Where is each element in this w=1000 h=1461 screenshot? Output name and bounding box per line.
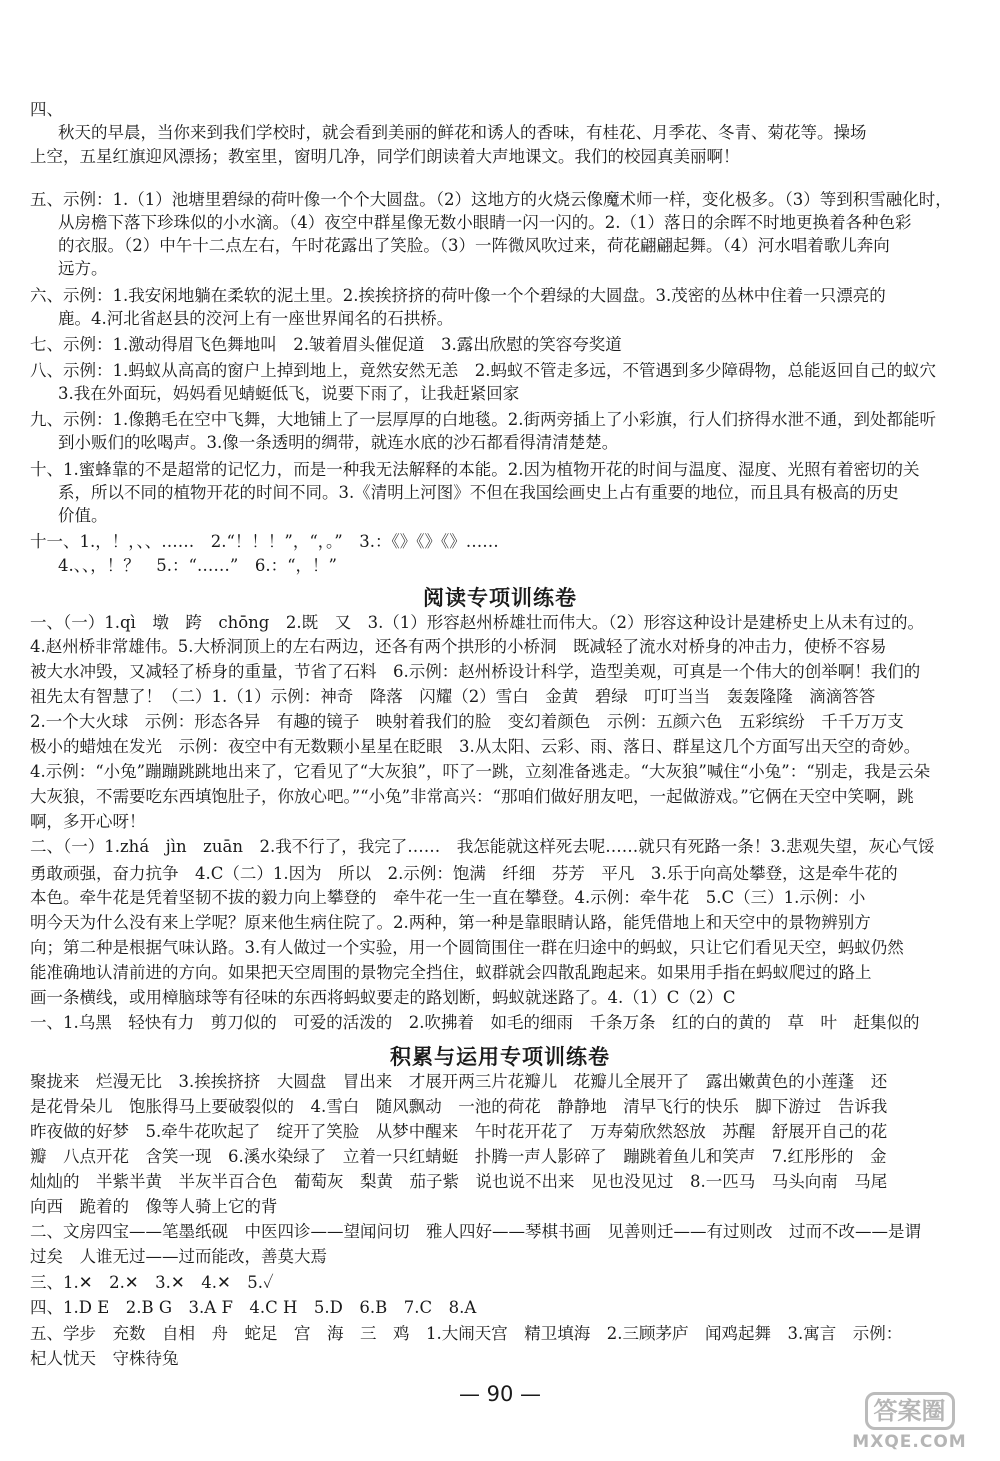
- text-line: 2.一个大火球 示例：形态各异 有趣的镜子 映射着我们的脸 变幻着颜色 示例：五颜六色 五彩缤纷 千千万万支: [30, 712, 904, 731]
- text-line: 3.我在外面玩，妈妈看见蜻蜓低飞，说要下雨了，让我赶紧回家: [58, 384, 520, 403]
- text-line: 聚拢来 烂漫无比 3.挨挨挤挤 大圆盘 冒出来 才展开两三片花瓣儿 花瓣儿全展开了 露出嫩黄色的小莲蓬 还: [30, 1072, 888, 1091]
- text-line: 明今天为什么没有来上学呢？原来他生病住院了。2.两种，第一种是靠眼睛认路，能凭借地上和天空中的景物辨别方: [30, 913, 871, 932]
- section-title: 阅读专项训练卷: [423, 586, 577, 610]
- text-line: 二、（一）1.zhá jìn zuān 2.我不行了，我完了…… 我怎能就这样死去呢……就只有死路一条！3.悲观失望，灰心气馁: [30, 837, 935, 856]
- text-line: 到小贩们的吆喝声。3.像一条透明的绸带，就连水底的沙石都看得清清楚楚。: [58, 433, 619, 452]
- text-line: 4.、、，！？ 5.：“……” 6.：“，！”: [58, 556, 337, 575]
- text-line: 能准确地认清前进的方向。如果把天空周围的景物完全挡住，蚁群就会四散乱跑起来。如果用手指在蚂蚁爬过的路上: [30, 963, 872, 982]
- text-line: 系，所以不同的植物开花的时间不同。3.《清明上河图》不但在我国绘画史上占有重要的地位，而且具有极高的历史: [58, 483, 899, 502]
- text-line: 九、示例：1.像鹅毛在空中飞舞，大地铺上了一层厚厚的白地毯。2.街两旁插上了小彩旗，行人们挤得水泄不通，到处都能听: [30, 410, 936, 429]
- text-line: 过矣 人谁无过——过而能改，善莫大焉: [30, 1247, 327, 1266]
- text-line: 向；第二种是根据气味认路。3.有人做过一个实验，用一个圆筒围住一群在归途中的蚂蚁，只让它们看见天空，蚂蚁仍然: [30, 938, 904, 957]
- text-line: 被大水冲毁，又减轻了桥身的重量，节省了石料 6.示例：赵州桥设计科学，造型美观，可真是一个伟大的创举啊！我们的: [30, 662, 921, 681]
- text-line: 六、示例：1.我安闲地躺在柔软的泥土里。2.挨挨挤挤的荷叶像一个个碧绿的大圆盘。3.茂密的丛林中住着一只漂亮的: [30, 286, 886, 305]
- text-line: 五、示例：1.（1）池塘里碧绿的荷叶像一个个大圆盘。（2）这地方的火烧云像魔术师一样，变化极多。（3）等到积雪融化时，: [30, 190, 952, 209]
- text-line: 勇敢顽强，奋力抗争 4.C（二）1.因为 所以 2.示例：饱满 纤细 芬芳 平凡 3.乐于向高处攀登，这是牵牛花的: [30, 864, 898, 883]
- text-line: 4.赵州桥非常雄伟。5.大桥洞顶上的左右两边，还各有两个拱形的小桥洞 既减轻了流水对桥身的冲击力，使桥不容易: [30, 637, 887, 656]
- text-line: 大灰狼，不需要吃东西填饱肚子，你放心吧。”“小兔”非常高兴：“那咱们做好朋友吧，一起做游戏。”它俩在天空中笑啊，跳: [30, 787, 914, 806]
- text-line: 十一、1.，！，、、…… 2.“！！！”，“，。” 3.：《》《》《》……: [30, 532, 499, 551]
- text-line: 向西 跪着的 像等人骑上它的背: [30, 1197, 278, 1216]
- text-line: 八、示例：1.蚂蚁从高高的窗户上掉到地上，竟然安然无恙 2.蚂蚁不管走多远，不管遇到多少障碍物，总能返回自己的蚁穴: [30, 361, 936, 380]
- text-line: 一、1.乌黑 轻快有力 剪刀似的 可爱的活泼的 2.吹拂着 如毛的细雨 千条万条 红的白的黄的 草 叶 赶集似的: [30, 1013, 920, 1032]
- text-line: 灿灿的 半紫半黄 半灰半百合色 葡萄灰 梨黄 茄子紫 说也说不出来 见也没见过 8.一匹马 马头向南 马尾: [30, 1172, 888, 1191]
- text-line: 是花骨朵儿 饱胀得马上要破裂似的 4.雪白 随风飘动 一池的荷花 静静地 清早飞行的快乐 脚下游过 告诉我: [30, 1097, 888, 1116]
- text-line: 远方。: [58, 259, 108, 278]
- watermark-badge: 答案圈: [865, 1392, 955, 1430]
- text-line: 4.示例：“小兔”蹦蹦跳跳地出来了，它看见了“大灰狼”，吓了一跳，立刻准备逃走。“大灰狼”喊住“小兔”：“别走，我是云朵: [30, 762, 931, 781]
- text-line: 一、（一）1.qì 墩 跨 chōng 2.既 又 3.（1）形容赵州桥雄壮而伟大。（2）形容这种设计是建桥史上从未有过的。: [30, 613, 925, 632]
- text-line: 四、1.D E 2.B G 3.A F 4.C H 5.D 6.B 7.C 8.A: [30, 1298, 477, 1317]
- text-line: 画一条横线，或用樟脑球等有径味的东西将蚂蚁要走的路划断，蚂蚁就迷路了。4.（1）C（2）C: [30, 988, 736, 1007]
- text-line: 秋天的早晨，当你来到我们学校时，就会看到美丽的鲜花和诱人的香味，有桂花、月季花、冬青、菊花等。操场: [58, 123, 867, 142]
- text-line: 瓣 八点开花 含笑一现 6.溪水染绿了 立着一只红蜻蜓 扑腾一声人影碎了 蹦跳着鱼儿和笑声 7.红彤彤的 金: [30, 1147, 887, 1166]
- text-line: 祖先太有智慧了！（二）1.（1）示例：神奇 降落 闪耀（2）雪白 金黄 碧绿 叮叮当当 轰轰隆隆 滴滴答答: [30, 687, 876, 706]
- text-line: 极小的蜡烛在发光 示例：夜空中有无数颗小星星在眨眼 3.从太阳、云彩、雨、落日、群星这几个方面写出天空的奇妙。: [30, 737, 921, 756]
- watermark-logo: [827, 1392, 992, 1454]
- text-line: 七、示例：1.激动得眉飞色舞地叫 2.皱着眉头催促道 3.露出欣慰的笑容夸奖道: [30, 335, 622, 354]
- text-line: 杞人忧天 守株待兔: [30, 1349, 179, 1368]
- text-line: 四、: [30, 100, 63, 119]
- text-line: 昨夜做的好梦 5.牵牛花吹起了 绽开了笑脸 从梦中醒来 午时花开花了 万寿菊欣然怒放 苏醒 舒展开自己的花: [30, 1122, 888, 1141]
- text-line: 上空，五星红旗迎风漂扬；教室里，窗明几净，同学们朗读着大声地课文。我们的校园真美丽啊！: [30, 147, 740, 166]
- text-line: 鹿。4.河北省赵县的洨河上有一座世界闻名的石拱桥。: [58, 309, 454, 328]
- section-title: 积累与运用专项训练卷: [390, 1045, 610, 1069]
- text-line: 价值。: [58, 506, 108, 525]
- text-line: 的衣服。（2）中午十二点左右，午时花露出了笑脸。（3）一阵微风吹过来，荷花翩翩起舞。（4）河水唱着歌儿奔向: [58, 236, 890, 255]
- text-line: 三、1.✕ 2.✕ 3.✕ 4.✕ 5.✓: [30, 1273, 274, 1292]
- page-number: — 90 —: [458, 1382, 542, 1406]
- text-line: 本色。牵牛花是凭着坚韧不拔的毅力向上攀登的 牵牛花一生一直在攀登。4.示例：牵牛花 5.C（三）1.示例：小: [30, 888, 866, 907]
- text-line: 二、文房四宝——笔墨纸砚 中医四诊——望闻问切 雅人四好——琴棋书画 见善则迁——有过则改 过而不改——是谓: [30, 1222, 921, 1241]
- text-line: 啊，多开心呀！: [30, 812, 146, 831]
- text-line: 五、学步 充数 自相 舟 蛇足 宫 海 三 鸡 1.大闹天宫 精卫填海 2.三顾茅庐 闻鸡起舞 3.寓言 示例：: [30, 1324, 903, 1343]
- text-line: 从房檐下落下珍珠似的小水滴。（4）夜空中群星像无数小眼睛一闪一闪的。2.（1）落日的余晖不时地更换着各种色彩: [58, 213, 912, 232]
- text-line: 十、1.蜜蜂靠的不是超常的记忆力，而是一种我无法解释的本能。2.因为植物开花的时间与温度、湿度、光照有着密切的关: [30, 460, 920, 479]
- watermark-url: MXQE.COM: [852, 1432, 967, 1452]
